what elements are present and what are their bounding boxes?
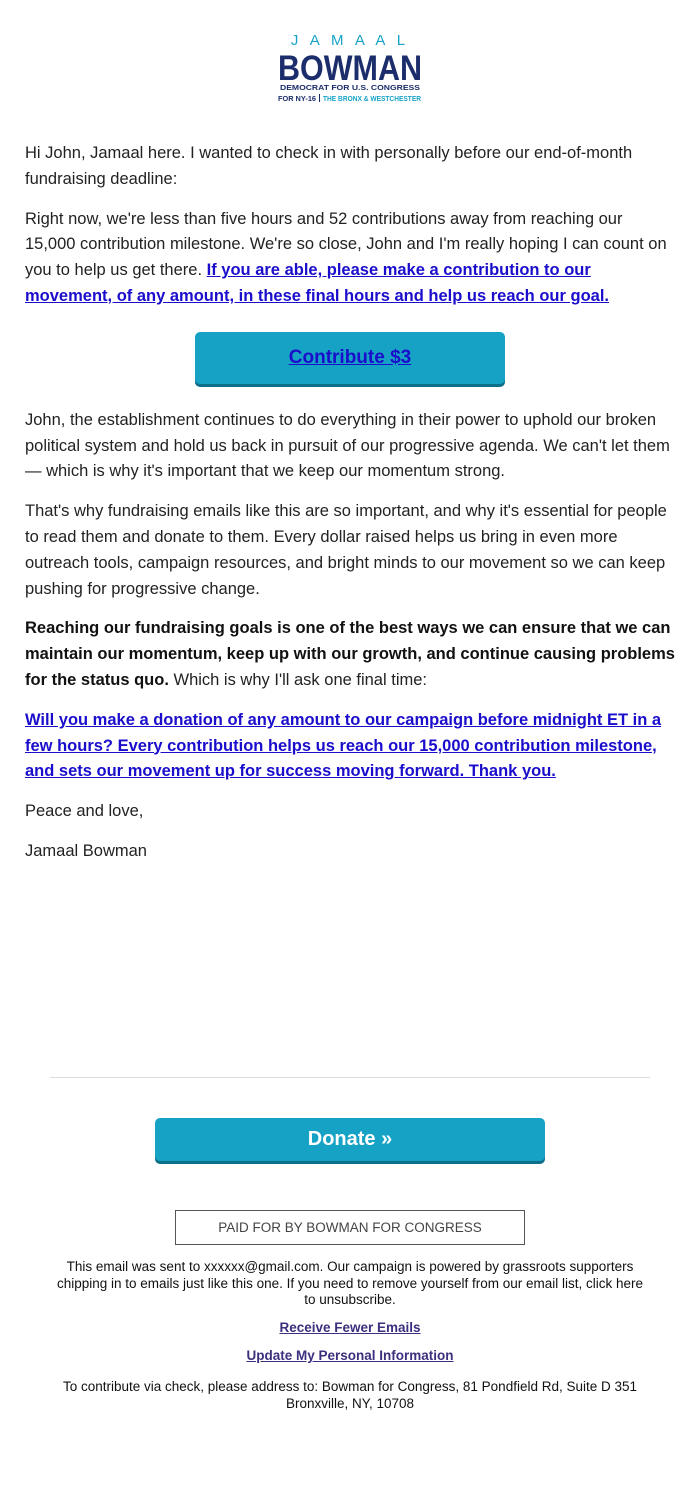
- fundraising-emails-paragraph: That's why fundraising emails like this are so important, and why it's essential for people to read them and donate to them. Every dollar raised helps us bring in even more outreach tools, campaign resources, and bright minds to our movement so we can keep pushing for progressive change.: [25, 502, 667, 598]
- logo-first-name: J A M A A L: [290, 32, 410, 49]
- milestone-paragraph: [25, 207, 675, 310]
- final-ask-paragraph: [25, 708, 675, 785]
- milestone-text: Right now, we're less than five hours and 52 contributions away from reaching our 15,000 contribution milestone. We're so close, John and I'm really hoping I can count on you to help us get there.: [25, 209, 667, 280]
- campaign-logo: [0, 28, 700, 108]
- footer-divider: [50, 1077, 650, 1078]
- email-body: [25, 141, 675, 879]
- logo-last-name: BOWMAN: [278, 49, 422, 88]
- donate-button[interactable]: Donate »: [155, 1118, 545, 1161]
- check-address: To contribute via check, please address to: Bowman for Congress, 81 Pondfield Rd, Suite D 351 Bronxville, NY, 10708: [62, 1379, 638, 1411]
- goals-bold-text: Reaching our fundraising goals is one of the best ways we can ensure that we can maintain our momentum, keep up with our growth, and continue causing problems for the status quo.: [25, 619, 675, 689]
- contribute-3-button[interactable]: Contribute $3: [195, 332, 505, 384]
- bowman-logo-image: [275, 28, 425, 106]
- receive-fewer-emails-link[interactable]: Receive Fewer Emails: [279, 1320, 421, 1335]
- signoff: Peace and love,: [25, 802, 144, 821]
- sent-notice: This email was sent to xxxxxx@gmail.com. Our campaign is powered by grassroots supporters chipping in to emails just like this one. If you need to remove yourself from our email list, click here to unsubscribe.: [56, 1259, 643, 1307]
- contribute-button-wrap: [25, 332, 675, 384]
- update-personal-info-link[interactable]: Update My Personal Information: [246, 1348, 454, 1363]
- donation-ask-link[interactable]: Will you make a donation of any amount to our campaign before midnight ET in a few hours? Every contribution helps us reach our 15,000 contribution milestone, and sets our movement up for success moving forward. Thank you.: [25, 710, 662, 781]
- logo-subtitle: DEMOCRAT FOR U.S. CONGRESS: [280, 83, 420, 92]
- fewer-emails-row: [50, 1320, 650, 1337]
- goals-paragraph: [25, 616, 675, 693]
- update-info-row: [50, 1348, 650, 1365]
- establishment-paragraph: John, the establishment continues to do everything in their power to uphold our broken political system and hold us back in pursuit of our progressive agenda. We can't let them — which is why it's important that we keep our momentum strong.: [25, 410, 670, 481]
- donate-button-wrap: [155, 1118, 545, 1161]
- logo-separator: [319, 94, 320, 102]
- goals-text: Which is why I'll ask one final time:: [168, 670, 427, 689]
- contribute-inline-link[interactable]: If you are able, please make a contribution to our movement, of any amount, in these final hours and help us reach our goal.: [25, 261, 610, 305]
- logo-district: FOR NY-16: [278, 94, 316, 103]
- logo-region: THE BRONX & WESTCHESTER: [323, 94, 422, 103]
- greeting-paragraph: Hi John, Jamaal here. I wanted to check in with personally before our end-of-month fundraising deadline:: [25, 144, 633, 188]
- paid-for-box: PAID FOR BY BOWMAN FOR CONGRESS: [175, 1210, 525, 1245]
- signature: Jamaal Bowman: [25, 841, 147, 860]
